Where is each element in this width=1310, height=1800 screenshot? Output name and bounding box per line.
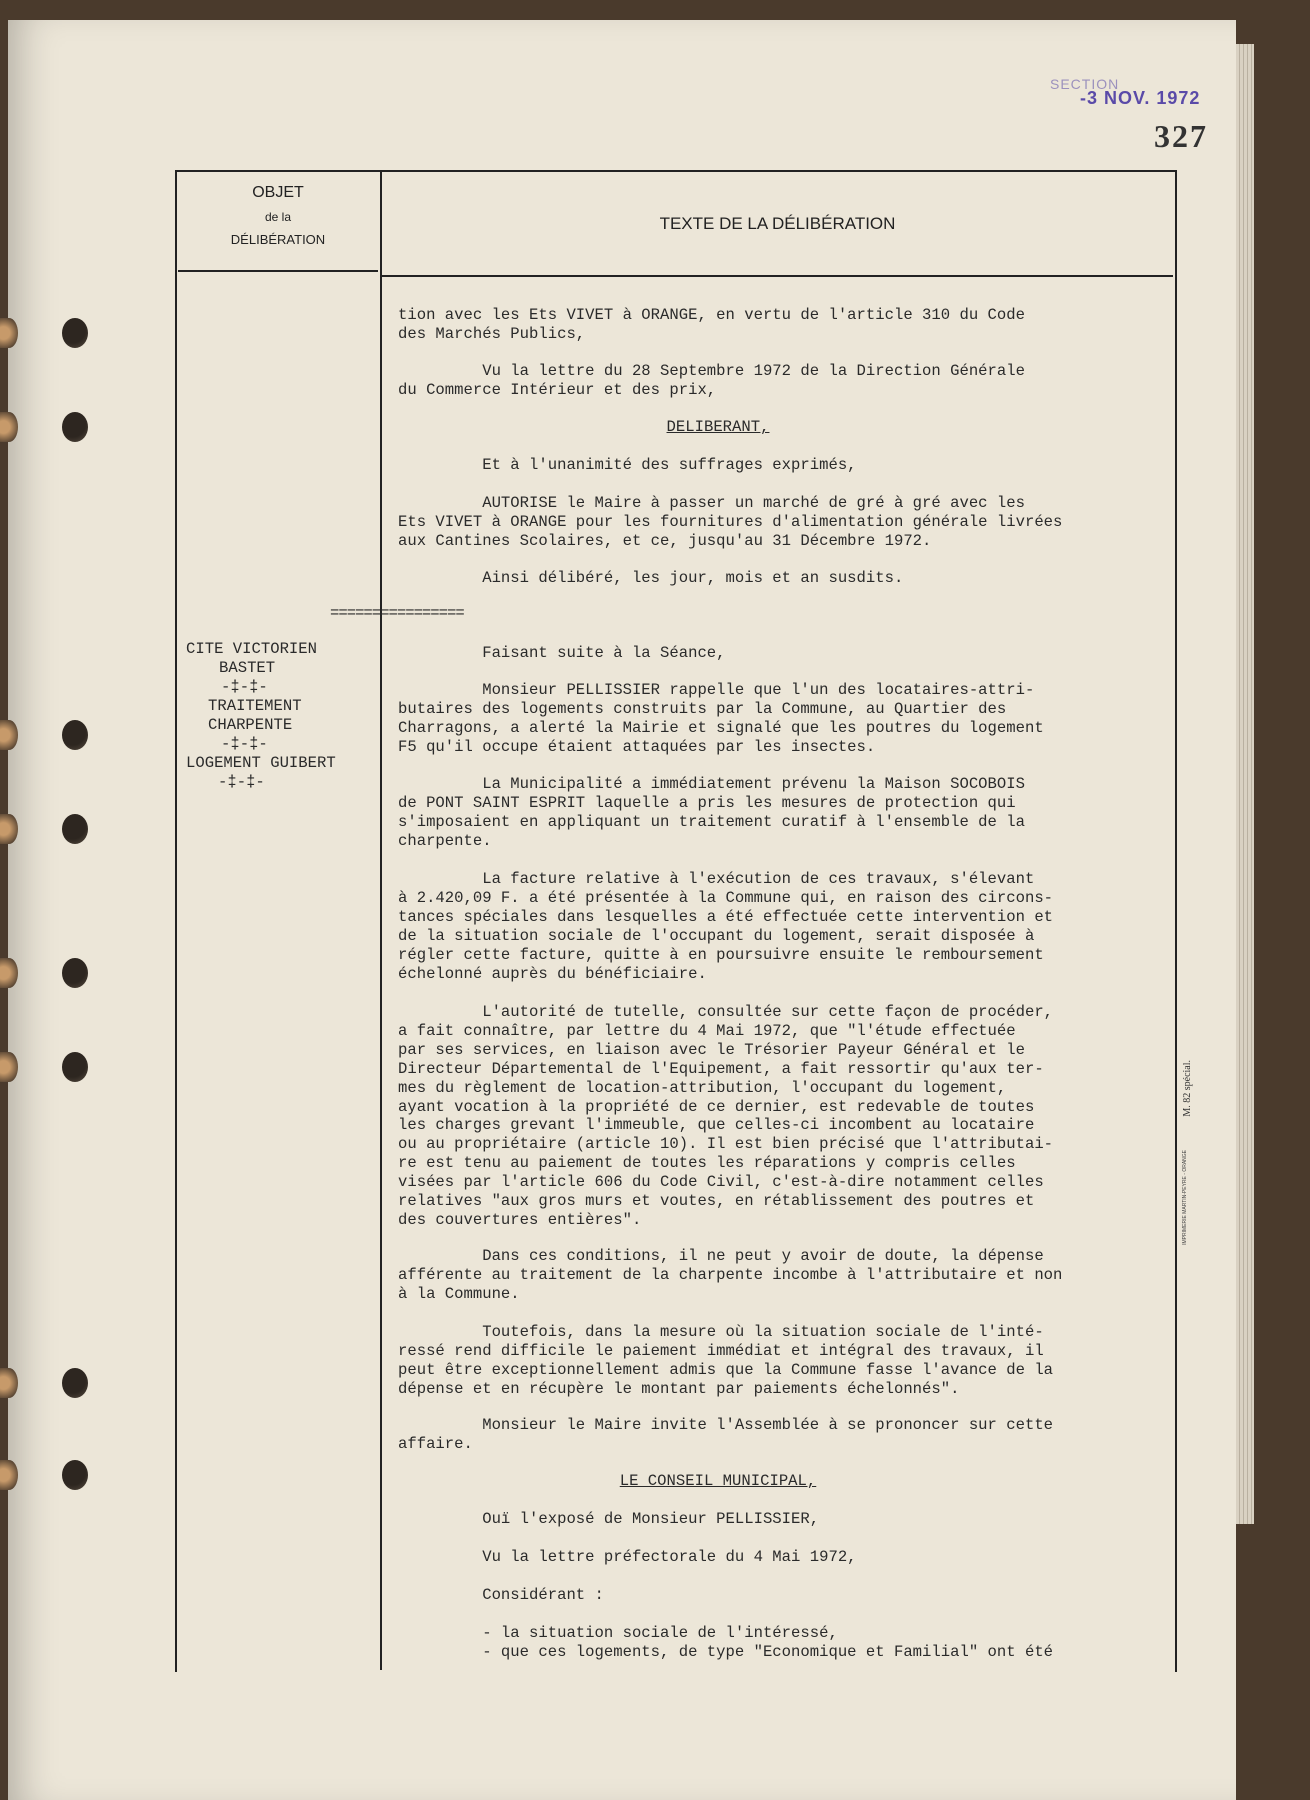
page-edges [1236,44,1254,1524]
binder-hole-edge [0,412,18,442]
paragraph: - la situation sociale de l'intéressé, - que ces logements, de type "Economique et Familial" ont été [482,1624,1054,1661]
header-rule-left [178,270,378,272]
objet-header [178,184,378,247]
paragraph: Vu la lettre du 28 Septembre 1972 de la Direction Générale du Commerce Intérieur et des prix, [398,362,1025,399]
binder-hole [62,1460,88,1490]
paragraph: Vu la lettre préfectorale du 4 Mai 1972, [398,1548,857,1566]
paragraph: Toutefois, dans la mesure où la situation sociale de l'inté- ressé rend difficile le paiement immédiat et intégral des travaux, il peut être exceptionnellement admis que la Commune fasse l'avance de la dépense et en récupère le montant par paiements échelonnés". [398,1323,1054,1398]
paragraph: Dans ces conditions, il ne peut y avoir de doute, la dépense afférente au traitement de la charpente incombe à l'attributaire et non à la Commune. [398,1247,1063,1303]
left-note: BASTET [219,659,276,677]
paragraph: L'autorité de tutelle, consultée sur cette façon de procéder, a fait connaître, par lettre du 4 Mai 1972, que "l'étude effectuée par ses services, en liaison avec le Trésorier Payeur Général et le Directeur Départemental de l'Equipement, a fait ressortir qu'aux ter- mes du règlement de location-attribution, l'occupant du logement, ayant vocation à la propriété de ce dernier, est redevable de toutes les charges grevant l'immeuble, que celles-ci incombent au locataire ou au propriétaire (article 10). Il est bien précisé que l'attributai- re est tenu au paiement de toutes les réparations y compris celles visées par l'article 606 du Code Civil, c'est-à-dire notamment celles relatives "aux gros murs et voutes, en rétablissement des poutres et des couvertures entières". [398,1003,1054,1229]
page-number: 327 [1154,118,1208,154]
left-note: -‡-‡- [218,773,265,791]
heading-deliberant: DELIBERANT, [666,418,770,436]
binder-hole-edge [0,814,18,844]
printer-mark: IMPRIMERIE MARTIN-PEYRE - ORANGE [1182,1150,1188,1245]
section-separator: ================ [330,604,464,622]
date-stamp: -3 NOV. 1972 [1080,88,1201,108]
left-note: LOGEMENT GUIBERT [186,754,336,772]
left-note: TRAITEMENT [208,697,302,715]
header-rule-right [382,275,1173,277]
paragraph: Considérant : [398,1586,604,1604]
binder-hole-edge [0,958,18,988]
binder-hole [62,814,88,844]
texte-header: TEXTE DE LA DÉLIBÉRATION [659,214,896,233]
left-note: CHARPENTE [208,716,293,734]
binder-hole-edge [0,720,18,750]
form-mark: M. 82 spécial. [1182,1060,1193,1117]
binder-hole-edge [0,1460,18,1490]
binder-hole [62,958,88,988]
paragraph: AUTORISE le Maire à passer un marché de gré à gré avec les Ets VIVET à ORANGE pour les fournitures d'alimentation générale livrées aux Cantines Scolaires, et ce, jusqu'au 31 Décembre 1972. [398,494,1063,550]
objet-header-line2: de la [264,210,292,224]
binder-hole-edge [0,1368,18,1398]
left-note: -‡-‡- [221,735,268,753]
binder-hole [62,1052,88,1082]
paragraph: tion avec les Ets VIVET à ORANGE, en vertu de l'article 310 du Code des Marchés Publics, [398,306,1025,343]
paragraph: Et à l'unanimité des suffrages exprimés, [398,456,857,474]
paragraph: La Municipalité a immédiatement prévenu la Maison SOCOBOIS de PONT SAINT ESPRIT laquelle a pris les mesures de protection qui s'imposaient en appliquant un traitement curatif à l'ensemble de la charpente. [398,775,1025,850]
binder-hole [62,1368,88,1398]
left-note: CITE VICTORIEN [186,640,318,658]
heading-conseil: LE CONSEIL MUNICIPAL, [619,1472,817,1490]
paragraph: La facture relative à l'exécution de ces travaux, s'élevant à 2.420,09 F. a été présentée à la Commune qui, en raison des circons- tances spéciales dans lesquelles a été effectuée cette intervention et de la situation sociale de l'occupant du logement, serait disposée à régler cette facture, quitte à en poursuivre ensuite le remboursement échelonné auprès du bénéficiaire. [398,870,1054,983]
binder-hole-edge [0,318,18,348]
left-note: -‡-‡- [221,678,268,696]
paragraph: Monsieur le Maire invite l'Assemblée à se prononcer sur cette affaire. [398,1416,1054,1453]
paragraph: Ouï l'exposé de Monsieur PELLISSIER, [398,1510,820,1528]
paragraph: Faisant suite à la Séance, [398,644,726,662]
faded-stamp: SECTION [1050,76,1120,92]
paragraph: Monsieur PELLISSIER rappelle que l'un des locataires-attri- butaires des logements construits par la Commune, au Quartier des Charragons, a alerté la Mairie et signalé que les poutres du logement F5 qu'il occupe étaient attaquées par les insectes. [398,681,1044,756]
paragraph: Ainsi délibéré, les jour, mois et an susdits. [398,569,904,587]
objet-header-line3: DÉLIBÉRATION [230,232,326,247]
objet-header-line1: OBJET [252,184,304,201]
binder-hole [62,720,88,750]
binder-hole [62,318,88,348]
binder-hole [62,412,88,442]
binder-hole-edge [0,1052,18,1082]
column-divider [380,172,382,1670]
